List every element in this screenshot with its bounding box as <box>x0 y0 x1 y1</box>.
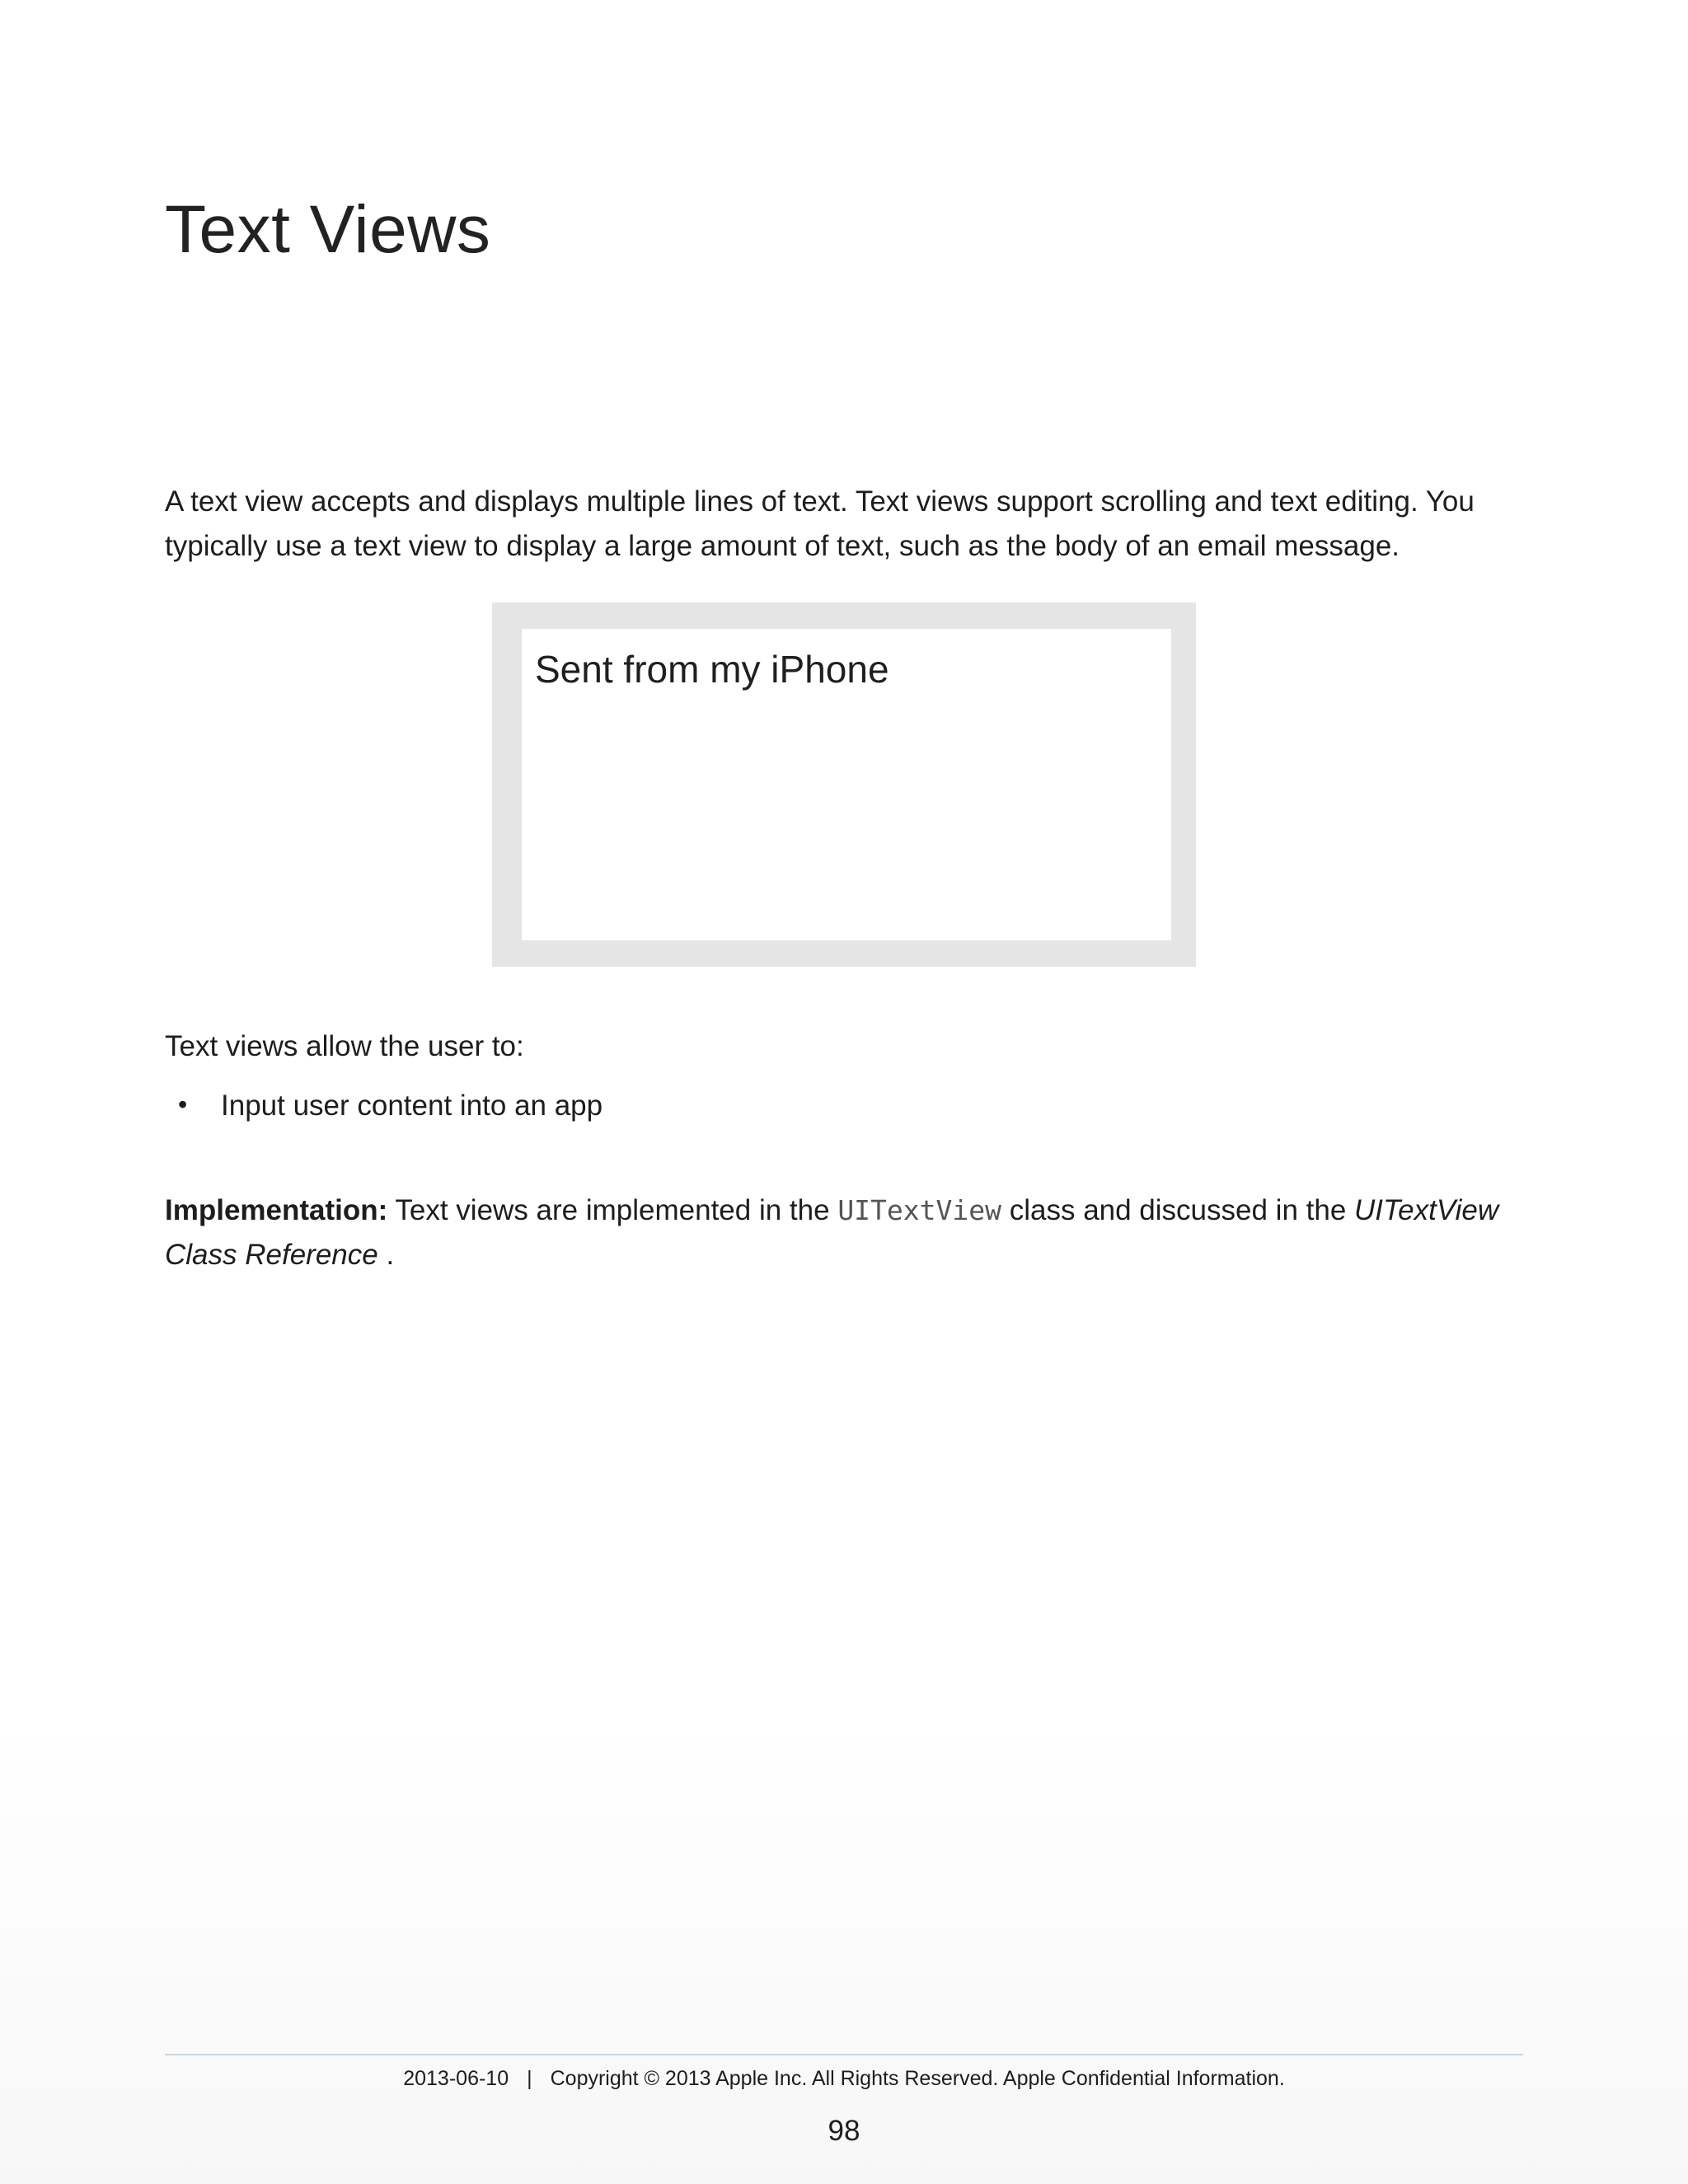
class-reference-link[interactable]: UITextView Class Reference <box>165 1194 1499 1271</box>
bullet-icon: • <box>178 1090 188 1119</box>
footer-copyright: Copyright © 2013 Apple Inc. All Rights Reserved. Apple Confidential Information. <box>550 2067 1285 2090</box>
implementation-label: Implementation: <box>165 1194 388 1226</box>
text-view-sample <box>522 629 1171 940</box>
footer-divider <box>165 2054 1523 2055</box>
implementation-text-before: Text views are implemented in the <box>387 1194 838 1226</box>
footer <box>0 2067 1688 2091</box>
list-item <box>165 1090 603 1122</box>
page-title: Text Views <box>165 192 491 267</box>
allow-intro: Text views allow the user to: <box>165 1030 524 1062</box>
implementation-paragraph <box>165 1188 1525 1277</box>
text-view-sample-text: Sent from my iPhone <box>535 648 889 691</box>
implementation-text-middle: class and discussed in the <box>1001 1194 1355 1226</box>
list-item-text: Input user content into an app <box>221 1090 603 1122</box>
intro-paragraph: A text view accepts and displays multiple lines of text. Text views support scrolling and text editing. You typically use a text view to display a large amount of text, such as the body of an email message. <box>165 485 1475 562</box>
capability-list <box>165 1090 603 1122</box>
footer-separator: | <box>527 2067 532 2090</box>
text-view-figure <box>492 602 1196 967</box>
page-number: 98 <box>828 2115 860 2147</box>
class-name-code: UITextView <box>837 1194 1001 1226</box>
footer-date: 2013-06-10 <box>403 2067 509 2090</box>
implementation-text-after: . <box>377 1239 395 1271</box>
